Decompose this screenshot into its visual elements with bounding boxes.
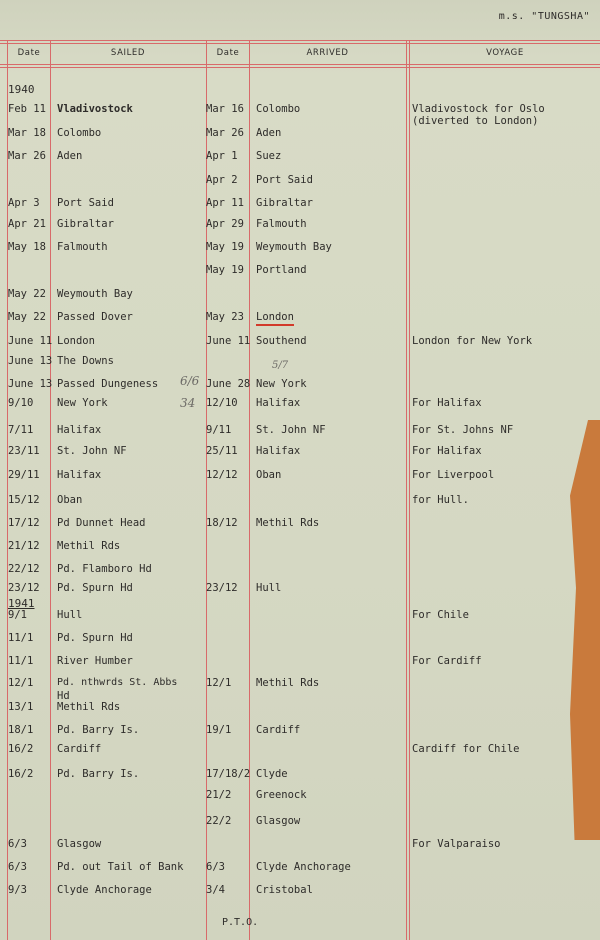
arrived-date: June 11 (206, 335, 251, 347)
arrived-date: Apr 11 (206, 197, 244, 209)
voyage-note: For Valparaiso (412, 838, 501, 850)
sailed-date: Apr 3 (8, 197, 40, 209)
sailed-port: Halifax (57, 469, 102, 481)
arrived-date: Mar 16 (206, 103, 244, 115)
sailed-port: Passed Dungeness (57, 378, 159, 390)
arrived-date: 19/1 (206, 724, 232, 736)
sailed-port: Pd. Flamboro Hd (57, 563, 152, 575)
col-rule-6 (409, 40, 410, 940)
sailed-date: 6/3 (8, 861, 27, 873)
sailed-port: Colombo (57, 127, 102, 139)
voyage-note: For Liverpool (412, 469, 495, 481)
sailed-port: Gibraltar (57, 218, 114, 230)
page-turn-note: P.T.O. (222, 917, 259, 928)
arrived-date: 23/12 (206, 582, 238, 594)
arrived-port: Greenock (256, 789, 307, 801)
arrived-date: 25/11 (206, 445, 238, 457)
arrived-date: Mar 26 (206, 127, 244, 139)
voyage-note: For Halifax (412, 397, 482, 409)
header-rule (0, 64, 600, 65)
voyage-note: (diverted to London) (412, 115, 539, 127)
arrived-date: 21/2 (206, 789, 232, 801)
voyage-note: For Halifax (412, 445, 482, 457)
sailed-port: Pd. Barry Is. (57, 724, 140, 736)
arrived-date: 18/12 (206, 517, 238, 529)
sailed-port: Vladivostock (57, 103, 133, 115)
arrived-date: 12/10 (206, 397, 238, 409)
arrived-date: May 23 (206, 311, 244, 323)
arrived-port: Southend (256, 335, 307, 347)
arrived-port: Oban (256, 469, 282, 481)
header-date-arrived: Date (216, 48, 240, 58)
sailed-date: 13/1 (8, 701, 34, 713)
sailed-date: 23/11 (8, 445, 40, 457)
arrived-port: Gibraltar (256, 197, 313, 209)
sailed-port: Pd. nthwrds St. Abbs (57, 677, 178, 688)
sailed-date: June 13 (8, 378, 53, 390)
top-rule-2 (0, 43, 600, 44)
sailed-date: 9/10 (8, 397, 34, 409)
col-rule-2 (50, 40, 51, 940)
sailed-port: River Humber (57, 655, 133, 667)
vessel-name: m.s. "TUNGSHA" (498, 11, 590, 22)
sailed-date: 15/12 (8, 494, 40, 506)
arrived-date: Apr 29 (206, 218, 244, 230)
arrived-date: May 19 (206, 241, 244, 253)
arrived-port: Port Said (256, 174, 313, 186)
orange-paper-strip (570, 420, 600, 840)
year-1940: 1940 (8, 83, 35, 96)
col-rule-1 (7, 40, 8, 940)
voyage-note: Vladivostock for Oslo (412, 103, 545, 115)
sailed-date: 6/3 (8, 838, 27, 850)
sailed-date: June 13 (8, 355, 53, 367)
sailed-date: 16/2 (8, 743, 34, 755)
sailed-date: May 18 (8, 241, 46, 253)
sailed-date: June 11 (8, 335, 53, 347)
arrived-date: 12/12 (206, 469, 238, 481)
sailed-date: 11/1 (8, 632, 34, 644)
sailed-port: Clyde Anchorage (57, 884, 152, 896)
sailed-date: 16/2 (8, 768, 34, 780)
handwritten-note: 5/7 (272, 360, 289, 371)
arrived-port: Methil Rds (256, 677, 320, 689)
sailed-port: Aden (57, 150, 83, 162)
arrived-port: Weymouth Bay (256, 241, 332, 253)
sailed-date: 9/1 (8, 609, 27, 621)
sailed-port: Pd. out Tail of Bank (57, 861, 184, 873)
sailed-date: Mar 26 (8, 150, 46, 162)
arrived-port: Cardiff (256, 724, 301, 736)
arrived-port: Portland (256, 264, 307, 276)
sailed-port: Methil Rds (57, 540, 121, 552)
sailed-port: Port Said (57, 197, 114, 209)
sailed-port: St. John NF (57, 445, 127, 457)
arrived-date: 9/11 (206, 424, 232, 436)
sailed-date: Feb 11 (8, 103, 46, 115)
top-rule (0, 40, 600, 41)
arrived-port: Clyde Anchorage (256, 861, 351, 873)
arrived-port: Cristobal (256, 884, 313, 896)
header-arrived: ARRIVED (306, 48, 349, 58)
header-voyage: VOYAGE (486, 48, 524, 58)
arrived-date: June 28 (206, 378, 251, 390)
arrived-port: London (256, 311, 294, 326)
arrived-port: Methil Rds (256, 517, 320, 529)
sailed-date: 7/11 (8, 424, 34, 436)
arrived-date: May 19 (206, 264, 244, 276)
sailed-date: May 22 (8, 288, 46, 300)
arrived-port: Glasgow (256, 815, 301, 827)
sailed-port: Pd. Spurn Hd (57, 582, 133, 594)
arrived-port: Suez (256, 150, 282, 162)
sailed-date: Apr 21 (8, 218, 46, 230)
arrived-date: 12/1 (206, 677, 232, 689)
arrived-port: Hull (256, 582, 282, 594)
handwritten-note: 6/6 (180, 374, 200, 388)
sailed-port: New York (57, 397, 108, 409)
sailed-port: Passed Dover (57, 311, 133, 323)
arrived-date: 22/2 (206, 815, 232, 827)
arrived-date: Apr 1 (206, 150, 238, 162)
arrived-port: Halifax (256, 445, 301, 457)
sailed-date: 12/1 (8, 677, 34, 689)
sailed-port: Weymouth Bay (57, 288, 133, 300)
sailed-date: 29/11 (8, 469, 40, 481)
arrived-date: 3/4 (206, 884, 225, 896)
sailed-date: 9/3 (8, 884, 27, 896)
sailed-port: Pd. Spurn Hd (57, 632, 133, 644)
handwritten-note: 34 (180, 396, 196, 410)
year-1941: 1941 (8, 597, 35, 610)
sailed-date: 21/12 (8, 540, 40, 552)
sailed-date: 11/1 (8, 655, 34, 667)
col-rule-4 (249, 40, 250, 940)
header-date-sailed: Date (17, 48, 41, 58)
arrived-date: 17/18/2 (206, 768, 251, 780)
sailed-port: Cardiff (57, 743, 102, 755)
sailed-port: Methil Rds (57, 701, 121, 713)
header-rule-2 (0, 67, 600, 68)
sailed-port: Glasgow (57, 838, 102, 850)
sailed-date: 17/12 (8, 517, 40, 529)
arrived-date: 6/3 (206, 861, 225, 873)
sailed-port: Hull (57, 609, 83, 621)
voyage-note: For St. Johns NF (412, 424, 514, 436)
arrived-port: Colombo (256, 103, 301, 115)
voyage-note: Cardiff for Chile (412, 743, 520, 755)
arrived-port: New York (256, 378, 307, 390)
sailed-port: London (57, 335, 95, 347)
sailed-date: May 22 (8, 311, 46, 323)
sailed-port: Falmouth (57, 241, 108, 253)
sailed-date: 22/12 (8, 563, 40, 575)
voyage-note: For Cardiff (412, 655, 482, 667)
voyage-note: for Hull. (412, 494, 469, 506)
arrived-date: Apr 2 (206, 174, 238, 186)
sailed-date: 23/12 (8, 582, 40, 594)
arrived-port: Aden (256, 127, 282, 139)
arrived-port: Clyde (256, 768, 288, 780)
col-rule-5 (406, 40, 407, 940)
arrived-port: St. John NF (256, 424, 326, 436)
sailed-port: Hd (57, 690, 70, 702)
voyage-note: London for New York (412, 335, 533, 347)
sailed-port: The Downs (57, 355, 114, 367)
arrived-port: Halifax (256, 397, 301, 409)
voyage-note: For Chile (412, 609, 469, 621)
header-sailed: SAILED (110, 48, 146, 58)
sailed-port: Halifax (57, 424, 102, 436)
sailed-port: Pd Dunnet Head (57, 517, 146, 529)
sailed-date: Mar 18 (8, 127, 46, 139)
sailed-port: Pd. Barry Is. (57, 768, 140, 780)
arrived-port: Falmouth (256, 218, 307, 230)
sailed-port: Oban (57, 494, 83, 506)
sailed-date: 18/1 (8, 724, 34, 736)
